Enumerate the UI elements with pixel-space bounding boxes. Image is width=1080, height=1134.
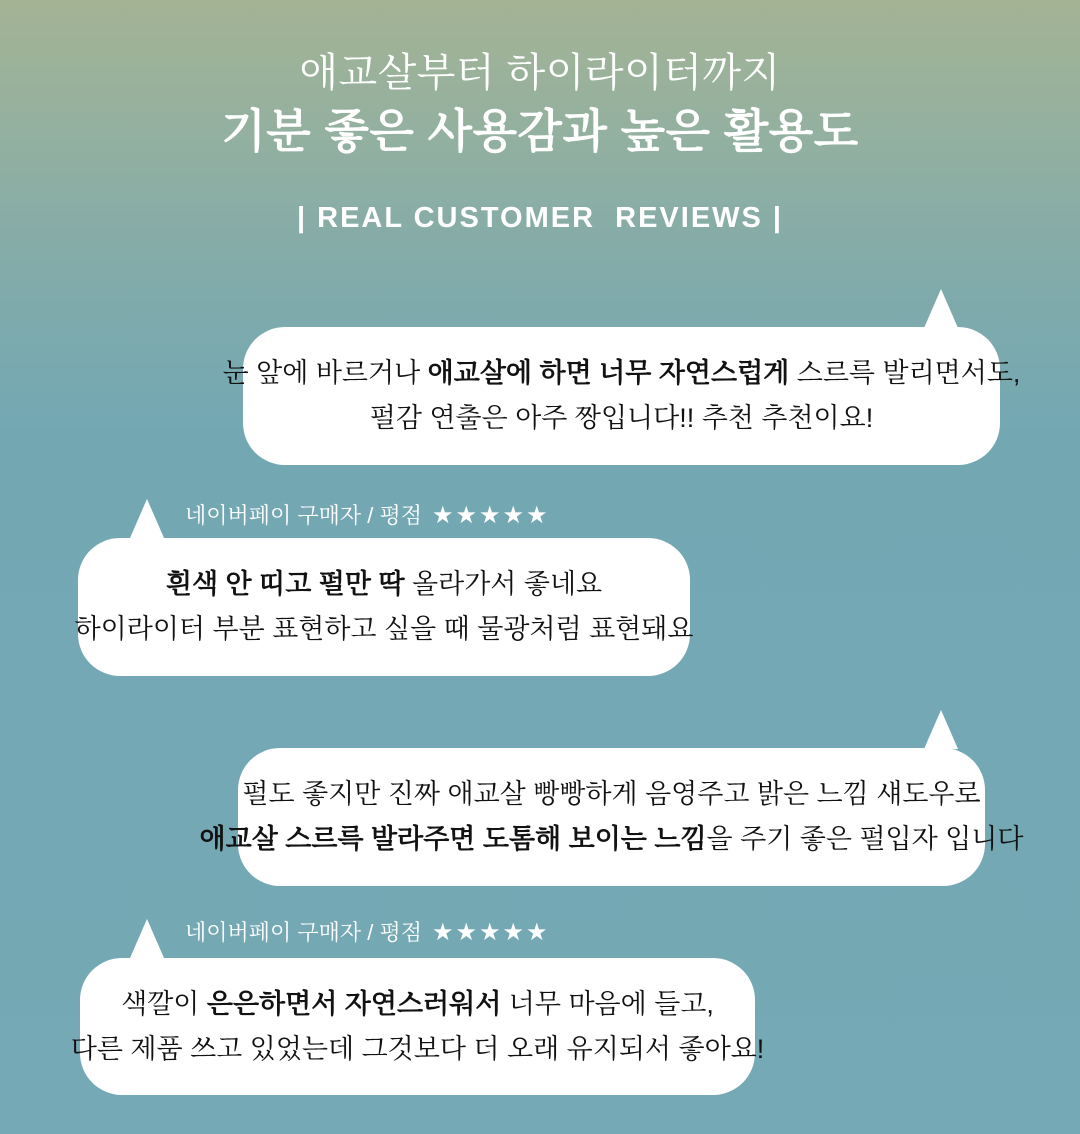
title-subline: 애교살부터 하이라이터까지: [299, 51, 781, 95]
buyer-label: 네이버페이 구매자 / 평점: [185, 920, 422, 945]
review-meta: [185, 916, 550, 947]
review-line: 펄감 연출은 아주 짱입니다!! 추천 추천이요!: [369, 403, 874, 433]
buyer-label: 네이버페이 구매자 / 평점: [185, 503, 422, 528]
review-bubble: [199, 748, 1024, 886]
review-bubble: [74, 538, 694, 676]
review-line: 펄도 좋지만 진짜 애교살 빵빵하게 음영주고 밝은 느낌 섀도우로: [242, 779, 981, 809]
review-line: 하이라이터 부분 표현하고 싶을 때 물광처럼 표현돼요: [74, 614, 694, 644]
rating-stars: ★★★★★: [431, 502, 550, 529]
section-title: [0, 48, 1080, 159]
bubble-tail-icon: [924, 710, 958, 749]
review-line: 눈 앞에 바르거나 애교살에 하면 너무 자연스럽게 스르륵 발리면서도,: [222, 358, 1021, 388]
review-bubble: [222, 327, 1021, 465]
reviews-heading: | REAL CUSTOMER REVIEWS |: [296, 202, 784, 234]
review-line: 색깔이 은은하면서 자연스러워서 너무 마음에 들고,: [121, 988, 714, 1019]
bubble-tail-icon: [130, 499, 164, 538]
bubble-tail-icon: [924, 289, 958, 328]
review-bubble: [70, 958, 765, 1095]
review-meta: [185, 499, 550, 530]
bubble-tail-icon: [130, 919, 164, 958]
review-line: 다른 제품 쓰고 있었는데 그것보다 더 오래 유지되서 좋아요!: [70, 1033, 765, 1064]
review-line: 흰색 안 띠고 펄만 딱 올라가서 좋네요: [165, 569, 603, 599]
rating-stars: ★★★★★: [431, 919, 550, 946]
title-mainline: 기분 좋은 사용감과 높은 활용도: [221, 105, 859, 157]
review-line: 애교살 스르륵 발라주면 도톰해 보이는 느낌을 주기 좋은 펄입자 입니다: [199, 824, 1024, 854]
